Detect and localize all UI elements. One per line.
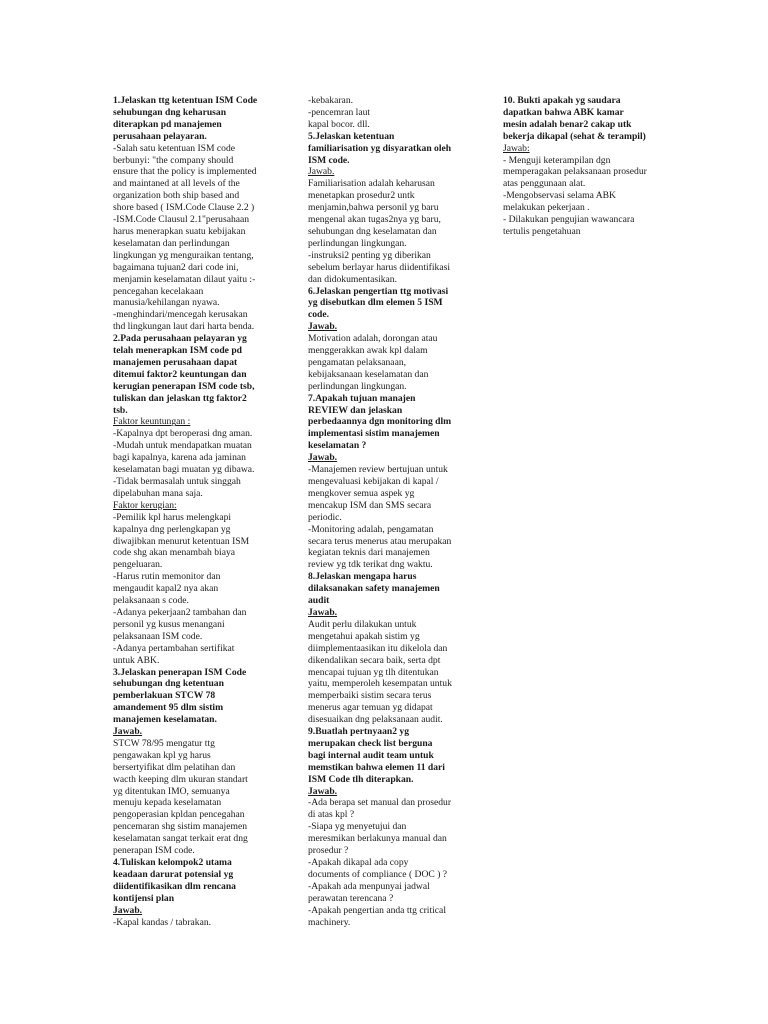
text-line: keselamatan dan perlindungan: [113, 237, 230, 249]
text-line: Jawab:: [503, 142, 530, 154]
text-line: pencegahan kecelakaan: [113, 285, 204, 297]
text-line: Jawab.: [113, 904, 143, 916]
text-line: and maintaned at all levels of the: [113, 178, 240, 190]
text-line: meresmikan berlakunya manual dan: [308, 833, 447, 845]
text-line: documents of compliance ( DOC ) ?: [308, 868, 448, 880]
text-line: -kebakaran.: [308, 95, 354, 106]
text-column-middle: [308, 95, 468, 928]
text-line: diwajibkan menurut ketentuan ISM: [113, 535, 250, 547]
text-line: Jawab.: [308, 166, 335, 178]
text-line: 8.Jelaskan mengapa harus: [308, 571, 417, 583]
text-line: pelaksanaan ISM code.: [113, 630, 203, 642]
text-line: perbedaannya dgn monitoring dlm: [308, 416, 452, 428]
text-line: pencemaran shg sistim manajemen: [113, 821, 248, 833]
text-line: machinery.: [308, 916, 351, 928]
text-line: di atas kpl ?: [308, 809, 355, 821]
text-line: menjamin keselamatan dilaut yaitu :-: [113, 273, 256, 285]
text-line: memperbaiki sistim secara terus: [308, 690, 432, 702]
text-line: merupakan check list berguna: [308, 737, 433, 749]
text-line: -Mengobservasi selama ABK: [503, 190, 616, 202]
text-line: -Harus rutin memonitor dan: [113, 571, 221, 583]
text-line: code shg akan menambah biaya: [113, 547, 236, 559]
text-line: 10. Bukti apakah yg saudara: [503, 95, 621, 106]
text-line: STCW 78/95 mengatur ttg: [113, 737, 215, 749]
text-line: -Apakah pengertian anda ttg critical: [308, 904, 446, 916]
text-line: 6.Jelaskan pengertian ttg motivasi: [308, 285, 449, 297]
text-line: Faktor keuntungan :: [113, 416, 191, 428]
text-line: thd lingkungan laut dari harta benda.: [113, 321, 255, 333]
text-line: dipelabuhan mana saja.: [113, 487, 203, 499]
text-line: 5.Jelaskan ketentuan: [308, 130, 395, 142]
text-line: yaitu, memperoleh kesempatan untuk: [308, 678, 452, 690]
text-line: dilaksanakan safety manajemen: [308, 583, 440, 595]
text-line: diidentifikasikan dlm rencana: [113, 880, 236, 892]
text-line: pengawakan kpl yg harus: [113, 749, 211, 761]
text-line: atas penggunaan alat.: [503, 178, 586, 190]
text-line: ensure that the policy is implemented: [113, 166, 257, 178]
text-line: kerugian penerapan ISM code tsb,: [113, 380, 255, 392]
text-line: diterapkan pd manajemen: [113, 118, 222, 130]
text-line: -Mudah untuk mendapatkan muatan: [113, 440, 252, 452]
text-line: REVIEW dan jelaskan: [308, 404, 403, 416]
text-line: pengeluaran.: [113, 559, 163, 571]
text-line: dan didokumentasikan.: [308, 273, 397, 285]
text-line: implementasi sistim manajemen: [308, 428, 440, 440]
text-line: memstikan bahwa elemen 11 dari: [308, 761, 445, 773]
text-column-left: [113, 95, 273, 928]
text-line: mencakup ISM dan SMS secara: [308, 499, 432, 511]
text-line: pengoperasian kpldan pencegahan: [113, 809, 245, 821]
text-line: bagi internal audit team untuk: [308, 749, 434, 761]
text-line: manajemen keselamatan.: [113, 714, 217, 726]
text-line: organization both ship based and: [113, 190, 240, 202]
text-line: -menghindari/mencegah kerusakan: [113, 309, 248, 321]
text-line: penerapan ISM code.: [113, 845, 195, 857]
text-line: sehubungan dng ketentuan: [113, 678, 224, 690]
text-line: -Manajemen review bertujuan untuk: [308, 464, 448, 476]
text-line: code.: [308, 309, 330, 321]
text-line: menuju kepada keselamatan: [113, 797, 222, 809]
text-line: manajemen perusahaan dapat: [113, 356, 238, 368]
text-line: sehubungan dng keselamatan dan: [308, 225, 437, 237]
text-line: menerus agar temuan yg didapat: [308, 702, 433, 714]
text-line: personil yg kusus menangani: [113, 618, 225, 630]
text-line: tuliskan dan jelaskan ttg faktor2: [113, 392, 247, 404]
text-line: Jawab.: [308, 606, 338, 618]
text-line: perawatan terencana ?: [308, 892, 394, 904]
text-line: -Tidak bermasalah untuk singgah: [113, 476, 241, 487]
text-line: keselamatan sangat terkait erat dng: [113, 833, 248, 845]
text-line: ISM Code tlh diterapkan.: [308, 773, 414, 785]
text-line: menjamin,bahwa personil yg baru: [308, 202, 439, 214]
text-line: ISM code.: [308, 154, 350, 166]
text-line: kontijensi plan: [113, 892, 175, 904]
text-line: 4.Tuliskan kelompok2 utama: [113, 857, 232, 868]
text-line: yg disebutkan dlm elemen 5 ISM: [308, 297, 443, 309]
text-line: -Siapa yg menyetujui dan: [308, 821, 407, 833]
text-line: kapalnya dng perlengkapan yg: [113, 523, 231, 535]
text-line: 9.Buatlah pertnyaan2 yg: [308, 726, 410, 738]
text-line: secara terus menerus atau merupakan: [308, 535, 452, 547]
text-line: kegiatan teknis dari manajemen: [308, 547, 430, 559]
text-line: mengaudit kapal2 nya akan: [113, 583, 219, 595]
text-line: bersertyifikat dlm pelatihan dan: [113, 761, 236, 773]
text-line: -Adanya pekerjaan2 tambahan dan: [113, 606, 247, 618]
text-line: periodic.: [308, 511, 342, 523]
text-line: sehubungan dng keharusan: [113, 106, 227, 118]
text-line: -Pemilik kpl harus melengkapi: [113, 511, 232, 523]
text-line: Faktor kerugian:: [113, 499, 177, 511]
text-line: mesin adalah benar2 cakap utk: [503, 118, 632, 130]
text-line: shore based ( ISM.Code Clause 2.2 ): [113, 202, 255, 214]
text-line: sebelum berlayar harus diidentifikasi: [308, 261, 450, 273]
text-line: mengetahui apakah sistim yg: [308, 630, 420, 642]
text-line: mencapai tujuan yg tlh ditentukan: [308, 666, 439, 678]
text-line: menggerakkan awak kpl dalam: [308, 345, 428, 357]
text-line: disesuaikan dng pelaksanaan audit.: [308, 714, 443, 726]
text-line: Jawab.: [113, 726, 143, 738]
text-line: -Kapalnya dpt beroperasi dng aman.: [113, 428, 253, 440]
text-line: mengenal akan tugas2nya yg baru,: [308, 214, 441, 226]
text-line: -Apakah dikapal ada copy: [308, 857, 409, 868]
text-line: Audit perlu dilakukan untuk: [308, 618, 417, 630]
text-line: berbunyi: "the company should: [113, 154, 234, 166]
text-line: pemberlakuan STCW 78: [113, 690, 216, 702]
text-line: -Ada berapa set manual dan prosedur: [308, 797, 452, 809]
text-line: -Salah satu ketentuan ISM code: [113, 142, 236, 154]
text-line: memperagakan pelaksanaan prosedur: [503, 166, 647, 178]
text-line: bagi kapalnya, karena ada jaminan: [113, 452, 246, 464]
text-line: tsb.: [113, 404, 128, 416]
text-line: wacth keeping dlm ukuran standart: [113, 773, 248, 785]
text-line: lingkungan yg menguraikan tentang,: [113, 249, 254, 261]
text-line: 7.Apakah tujuan manajen: [308, 392, 416, 404]
text-line: 2.Pada perusahaan pelayaran yg: [113, 333, 247, 345]
text-line: - Menguji keterampilan dgn: [503, 154, 611, 166]
text-line: menetapkan prosedur2 untk: [308, 190, 415, 202]
text-line: dapatkan bahwa ABK kamar: [503, 106, 624, 118]
text-line: perusahaan pelayaran.: [113, 130, 207, 142]
text-line: kapal bocor. dll.: [308, 118, 370, 130]
text-line: harus menerapkan suatu kebijakan: [113, 225, 246, 237]
text-line: -Monitoring adalah, pengamatan: [308, 523, 434, 535]
text-line: bagaimana tujuan2 dari code ini,: [113, 261, 239, 273]
text-line: -Apakah ada menpunyai jadwal: [308, 880, 430, 892]
text-line: kebijaksanaan keselamatan dan: [308, 368, 429, 380]
text-line: pelaksanaan s code.: [113, 595, 189, 607]
text-column-right: [503, 95, 663, 238]
text-line: perlindungan lingkungan.: [308, 237, 407, 249]
text-line: dikendalikan secara baik, serta dpt: [308, 654, 441, 666]
text-line: Jawab.: [308, 452, 338, 464]
text-line: Jawab.: [308, 321, 338, 333]
text-line: familiarisation yg disyaratkan oleh: [308, 142, 452, 154]
text-line: review yg tdk terikat dng waktu.: [308, 559, 433, 571]
text-line: keselamatan bagi muatan yg dibawa.: [113, 464, 255, 476]
text-line: -Kapal kandas / tabrakan.: [113, 916, 212, 928]
text-line: keselamatan ?: [308, 440, 367, 452]
text-line: keadaan darurat potensial yg: [113, 868, 234, 880]
text-line: diimplementaasikan itu dikelola dan: [308, 642, 448, 654]
text-line: telah menerapkan ISM code pd: [113, 345, 242, 357]
text-line: Familiarisation adalah keharusan: [308, 178, 435, 190]
text-line: mengevaluasi kebijakan di kapal /: [308, 476, 439, 487]
text-line: -instruksi2 penting yg diberikan: [308, 249, 431, 261]
text-line: amandement 95 dlm sistim: [113, 702, 224, 714]
text-line: -pencemran laut: [308, 106, 371, 118]
text-line: 1.Jelaskan ttg ketentuan ISM Code: [113, 95, 258, 106]
text-line: -ISM.Code Clausul 2.1"perusahaan: [113, 214, 250, 226]
text-line: perlindungan lingkungan.: [308, 380, 407, 392]
text-line: melakukan pekerjaan .: [503, 202, 590, 214]
text-line: audit: [308, 595, 330, 607]
text-line: tertulis pengetahuan: [503, 225, 581, 237]
text-line: pengamatan pelaksanaan,: [308, 356, 407, 368]
text-line: untuk ABK.: [113, 654, 160, 666]
text-line: Motivation adalah, dorongan atau: [308, 333, 438, 345]
text-line: yg ditentukan IMO, semuanya: [113, 785, 230, 797]
text-line: manusia/kehilangan nyawa.: [113, 297, 220, 309]
text-line: ditemui faktor2 keuntungan dan: [113, 368, 247, 380]
text-line: 3.Jelaskan penerapan ISM Code: [113, 666, 247, 678]
text-line: mengkover semua aspek yg: [308, 487, 415, 499]
text-line: -Adanya pertambahan sertifikat: [113, 642, 235, 654]
text-line: prosedur ?: [308, 845, 349, 857]
text-line: - Dilakukan pengujian wawancara: [503, 214, 635, 226]
text-line: Jawab.: [308, 785, 338, 797]
text-line: bekerja dikapal (sehat & terampil): [503, 130, 646, 142]
